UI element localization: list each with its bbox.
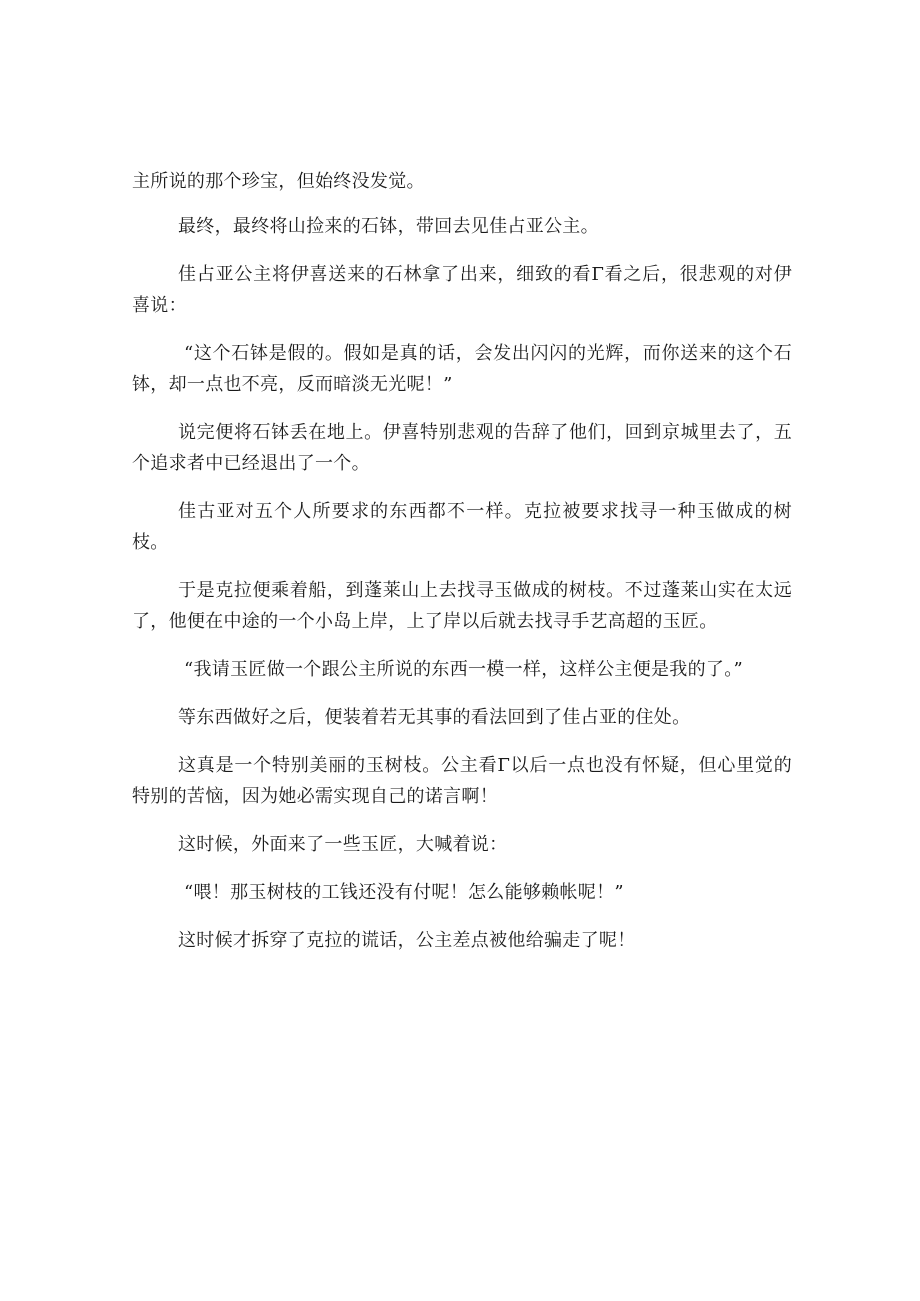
- paragraph: 这时候，外面来了一些玉匠，大喊着说：: [178, 834, 508, 855]
- paragraph: 最终，最终将山捡来的石钵，带回去见佳占亚公主。: [178, 216, 599, 237]
- paragraph: 佳古亚对五个人所要求的东西都不一样。克拉被要求找寻一种玉做成的树枝。: [132, 501, 792, 553]
- paragraph: 于是克拉便乘着船，到蓬莱山上去找寻玉做成的树枝。不过蓬莱山实在太远了，他便在中途的一个小岛上岸，上了岸以后就去找寻手艺高超的玉匠。: [132, 580, 792, 632]
- paragraph: 这真是一个特别美丽的玉树枝。公主看Γ以后一点也没有怀疑，但心里觉的特别的苦恼，因为她必需实现自己的诺言啊！: [132, 755, 792, 807]
- story-text: [132, 166, 792, 973]
- paragraph: 说完便将石钵丢在地上。伊喜特别悲观的告辞了他们，回到京城里去了，五个追求者中已经退出了一个。: [132, 422, 792, 474]
- paragraph: 这时候才拆穿了克拉的谎话，公主差点被他给骗走了呢！: [178, 930, 636, 951]
- paragraph: 等东西做好之后，便装着若无其事的看法回到了佳占亚的住处。: [178, 707, 691, 728]
- quote-paragraph: “喂！那玉树枝的工钱还没有付呢！怎么能够赖帐呢！”: [184, 882, 624, 903]
- quote-paragraph: “我请玉匠做一个跟公主所说的东西一模一样，这样公主便是我的了。”: [184, 659, 744, 680]
- paragraph-continuation: 主所说的那个珍宝，但始终没发觉。: [132, 171, 425, 192]
- quote-paragraph: “这个石钵是假的。假如是真的话，会发出闪闪的光辉，而你送来的这个石钵，却一点也不亮，反而暗淡无光呢！”: [132, 343, 792, 395]
- paragraph: 佳占亚公主将伊喜送来的石林拿了出来，细致的看Γ看之后，很悲观的对伊喜说：: [132, 264, 792, 316]
